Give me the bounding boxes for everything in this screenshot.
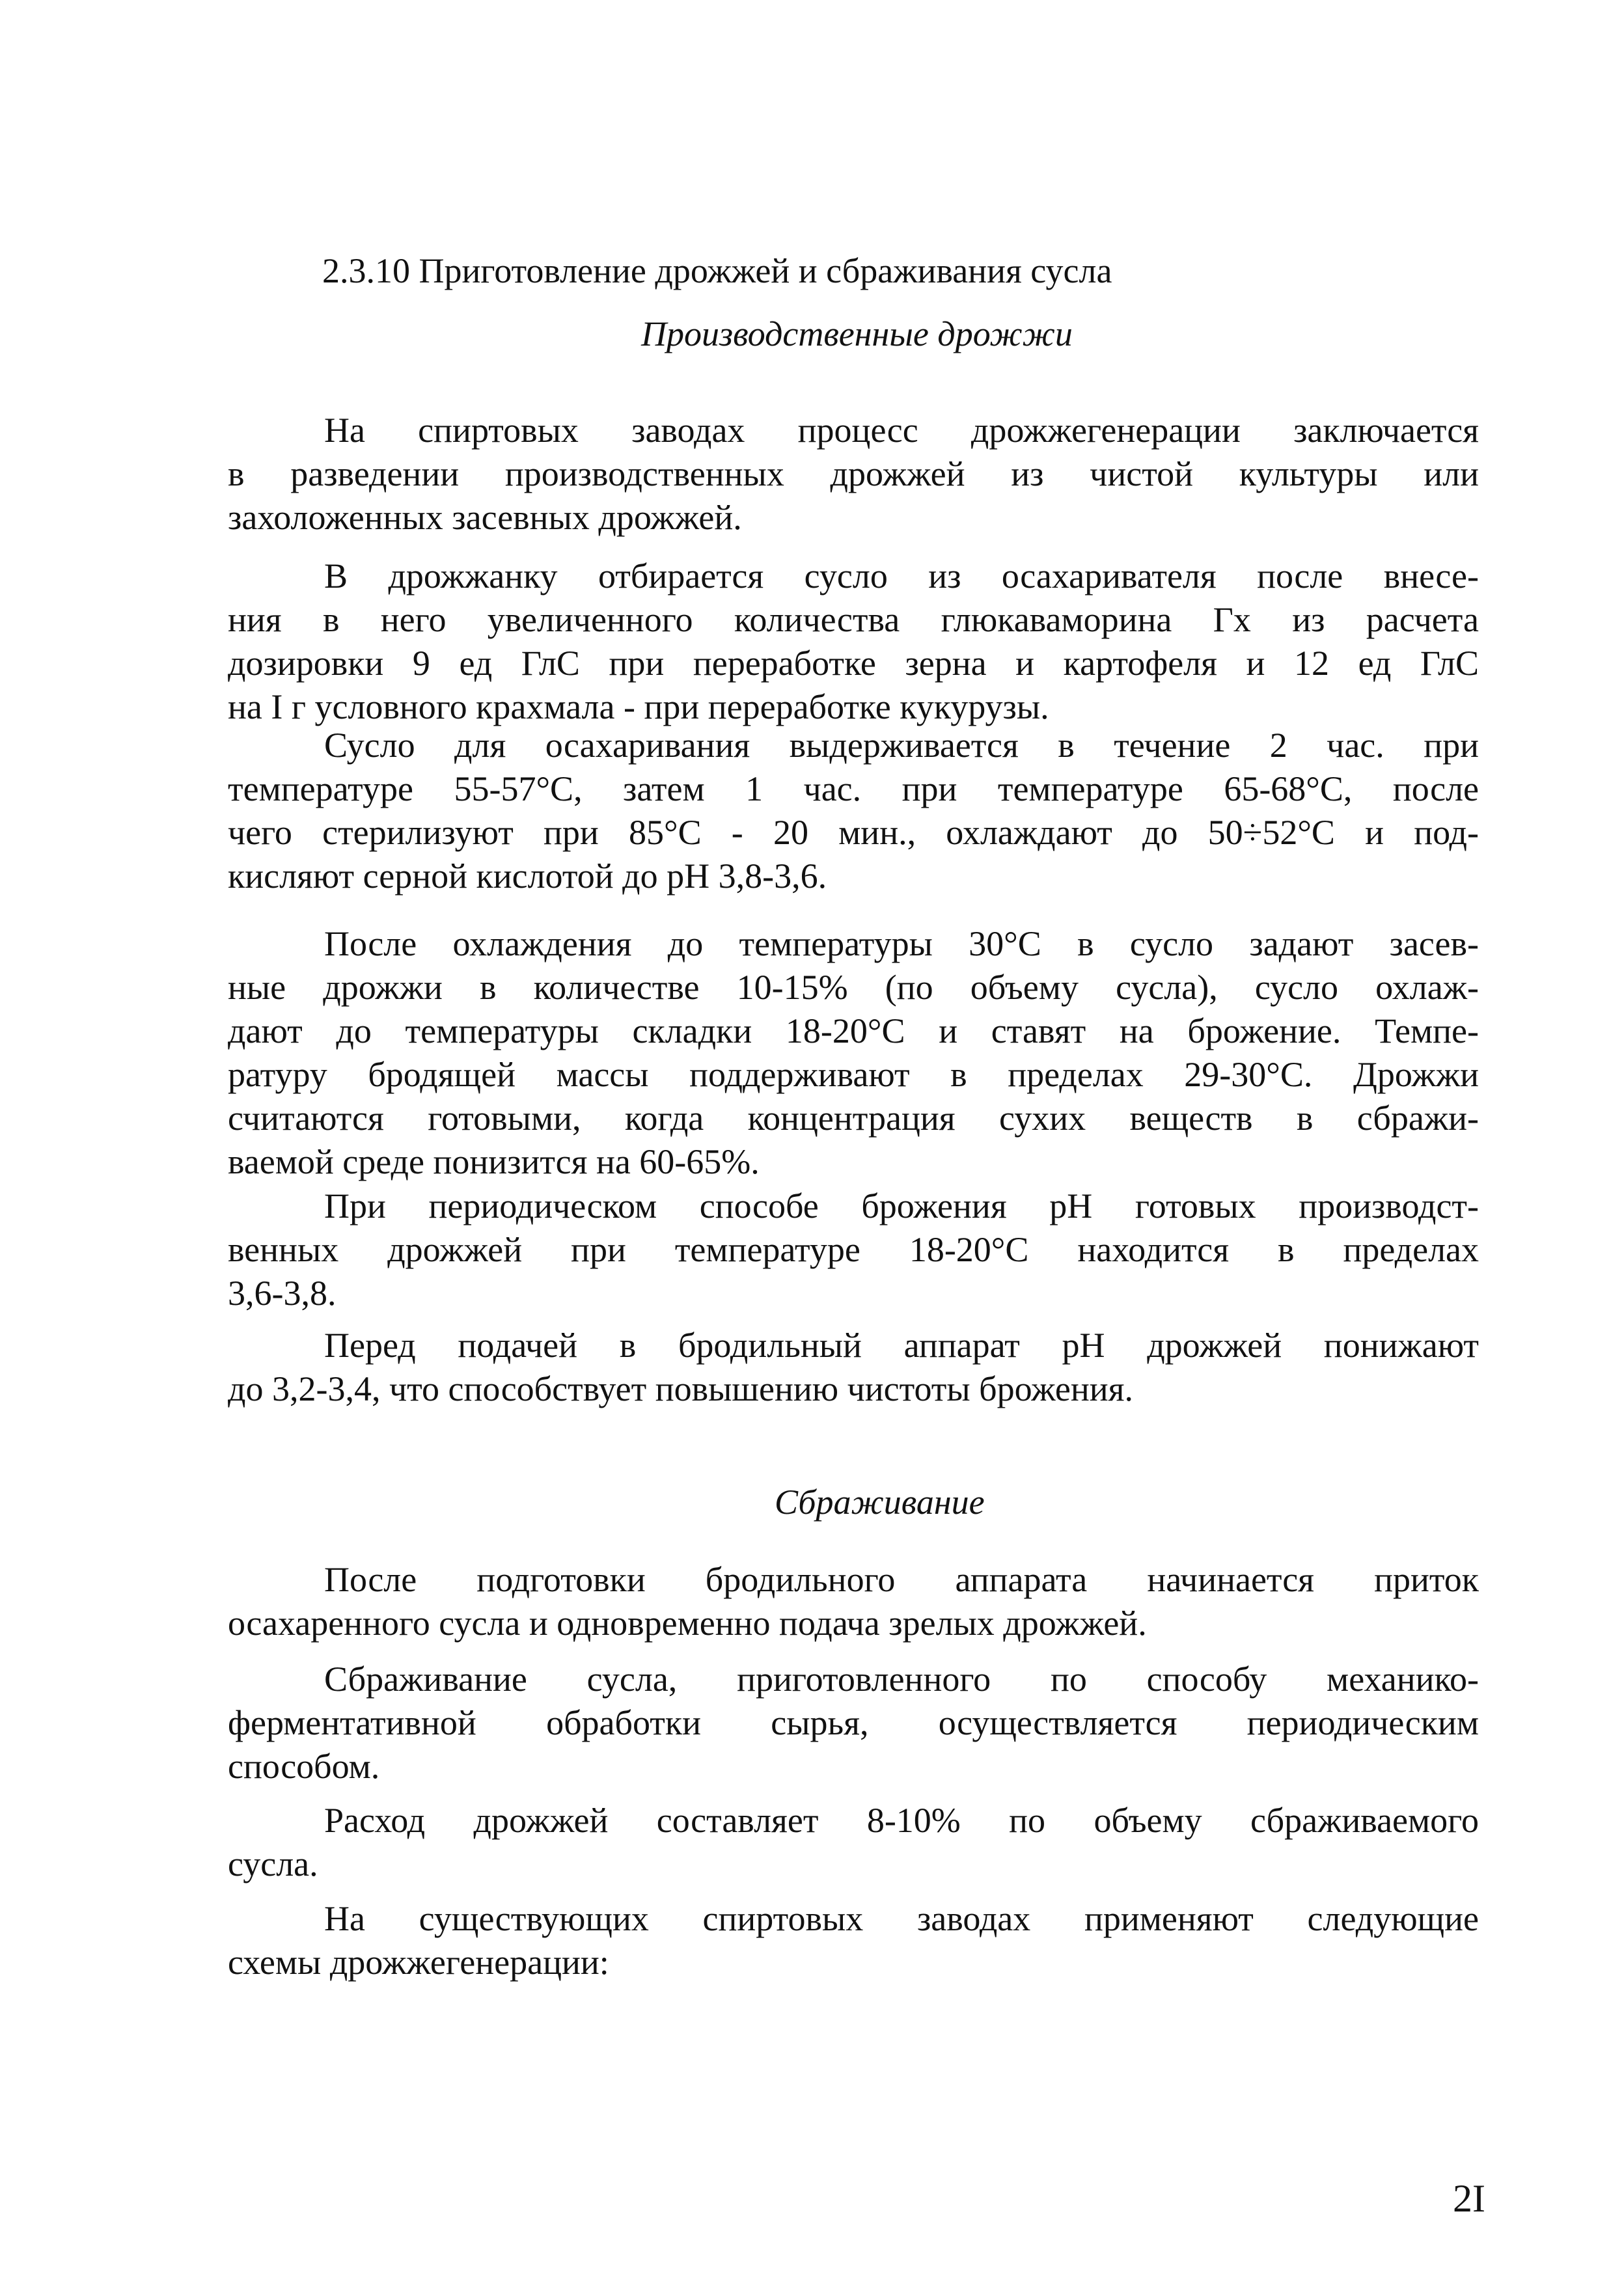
text-line: сусла. <box>228 1844 318 1883</box>
subheading-fermentation: Сбраживание <box>775 1483 985 1522</box>
text-line: ные дрожжи в количестве 10-15% (по объему сусла), сусло охлаж- <box>228 968 1479 1007</box>
text-line: способом. <box>228 1747 380 1786</box>
text-line: ратуру бродящей массы поддерживают в пределах 29-30°С. Дрожжи <box>228 1055 1479 1094</box>
paragraph <box>228 554 1479 729</box>
text-line: 3,6-3,8. <box>228 1274 337 1313</box>
paragraph <box>228 1558 1479 1645</box>
paragraph <box>228 1658 1479 1788</box>
text-line: дают до температуры складки 18-20°С и ставят на брожение. Темпе- <box>228 1011 1479 1050</box>
text-line: Сусло для осахаривания выдерживается в течение 2 час. при <box>324 726 1479 765</box>
paragraph <box>228 922 1479 1184</box>
paragraph <box>228 1897 1479 1984</box>
page-number: 2I <box>1453 2177 1485 2220</box>
text-line: температуре 55-57°С, затем 1 час. при температуре 65-68°С, после <box>228 769 1479 808</box>
text-line: дозировки 9 ед ГлС при переработке зерна и картофеля и 12 ед ГлС <box>228 644 1479 683</box>
text-line: венных дрожжей при температуре 18-20°С находится в пределах <box>228 1230 1479 1269</box>
paragraph <box>228 409 1479 540</box>
text-line: захоложенных засевных дрожжей. <box>228 498 742 537</box>
text-line: На спиртовых заводах процесс дрожжегенерации заключается <box>324 411 1479 450</box>
paragraph <box>228 724 1479 898</box>
text-line: осахаренного сусла и одновременно подача зрелых дрожжей. <box>228 1604 1147 1643</box>
text-line: Расход дрожжей составляет 8-10% по объему сбраживаемого <box>324 1801 1479 1840</box>
paragraph <box>228 1324 1479 1411</box>
paragraph <box>228 1799 1479 1886</box>
text-line: При периодическом способе брожения рН готовых производст- <box>324 1186 1479 1225</box>
text-line: В дрожжанку отбирается сусло из осахаривателя после внесе- <box>324 556 1479 595</box>
text-line: ваемой среде понизится на 60-65%. <box>228 1142 760 1181</box>
section-heading: 2.3.10 Приготовление дрожжей и сбраживания сусла <box>322 251 1112 290</box>
text-line: Сбраживание сусла, приготовленного по способу механико- <box>324 1660 1479 1699</box>
text-line: После охлаждения до температуры 30°С в сусло задают засев- <box>324 924 1479 963</box>
text-line: на I г условного крахмала - при переработке кукурузы. <box>228 687 1049 726</box>
text-line: После подготовки бродильного аппарата начинается приток <box>324 1560 1479 1599</box>
paragraph <box>228 1184 1479 1315</box>
text-line: На существующих спиртовых заводах применяют следующие <box>324 1899 1479 1938</box>
subheading-production-yeast: Производственные дрожжи <box>641 314 1073 353</box>
text-line: Перед подачей в бродильный аппарат рН дрожжей понижают <box>324 1326 1479 1365</box>
text-line: чего стерилизуют при 85°С - 20 мин., охлаждают до 50÷52°С и под- <box>228 813 1479 852</box>
text-line: в разведении производственных дрожжей из чистой культуры или <box>228 454 1479 493</box>
text-line: ния в него увеличенного количества глюкаваморина Гх из расчета <box>228 600 1479 639</box>
text-line: кисляют серной кислотой до рН 3,8-3,6. <box>228 856 827 896</box>
text-line: до 3,2-3,4, что способствует повышению чистоты брожения. <box>228 1369 1134 1408</box>
text-line: ферментативной обработки сырья, осуществляется периодическим <box>228 1703 1479 1742</box>
text-line: считаются готовыми, когда концентрация сухих веществ в сбражи- <box>228 1099 1479 1138</box>
text-line: схемы дрожжегенерации: <box>228 1943 609 1982</box>
